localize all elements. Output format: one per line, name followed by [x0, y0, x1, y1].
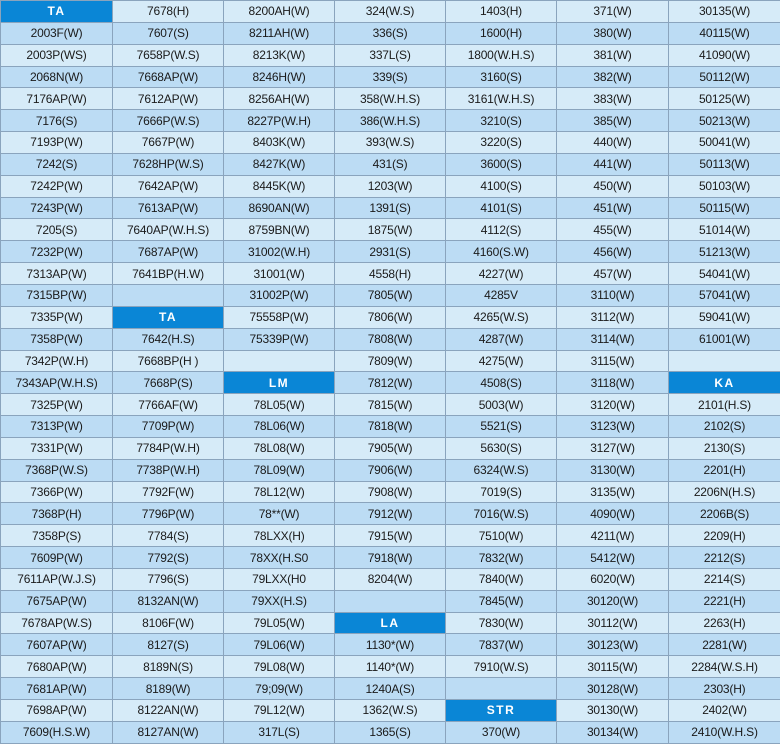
part-number-cell: 7607(S): [113, 22, 224, 44]
part-number-cell: 7358P(S): [1, 525, 113, 547]
part-number-cell: 7906(W): [335, 459, 446, 481]
part-number-cell: 31002P(W): [224, 284, 335, 306]
part-number-cell: 7510(W): [446, 525, 557, 547]
section-header-ta: TA: [1, 1, 113, 23]
part-number-cell: 2003F(W): [1, 22, 113, 44]
part-number-cell: 7792(S): [113, 547, 224, 569]
part-number-cell: 7796P(W): [113, 503, 224, 525]
part-number-cell: 2101(H.S): [669, 394, 780, 416]
part-number-cell: 7368P(H): [1, 503, 113, 525]
part-number-cell: 79L05(W): [224, 612, 335, 634]
part-number-cell: 2209(H): [669, 525, 780, 547]
part-number-cell: 30134(W): [557, 721, 669, 743]
part-number-cell: 7666P(W.S): [113, 110, 224, 132]
part-number-cell: 4227(W): [446, 263, 557, 285]
part-number-cell: 7607AP(W): [1, 634, 113, 656]
part-number-cell: 7830(W): [446, 612, 557, 634]
part-number-cell: 7609(H.S.W): [1, 721, 113, 743]
part-number-cell: 31002(W.H): [224, 241, 335, 263]
part-number-cell: 79LXX(H0: [224, 568, 335, 590]
part-number-cell: 7905(W): [335, 437, 446, 459]
part-number-cell: 1203(W): [335, 175, 446, 197]
part-number-cell: 1140*(W): [335, 656, 446, 678]
section-header-ka: KA: [669, 372, 780, 394]
part-number-cell: 3130(W): [557, 459, 669, 481]
part-number-cell: 3114(W): [557, 328, 669, 350]
part-number-cell: 7613AP(W): [113, 197, 224, 219]
part-number-cell: 3115(W): [557, 350, 669, 372]
part-number-cell: 8200AH(W): [224, 1, 335, 23]
part-number-cell: 7628HP(W.S): [113, 153, 224, 175]
part-number-cell: 78LXX(H): [224, 525, 335, 547]
table-row: [1, 110, 780, 132]
table-row: [1, 219, 780, 241]
part-number-cell: 7908(W): [335, 481, 446, 503]
part-number-cell: 51014(W): [669, 219, 780, 241]
table-row: [1, 372, 780, 394]
part-number-cell: 30115(W): [557, 656, 669, 678]
part-number-cell: 7642(H.S): [113, 328, 224, 350]
part-number-cell: 7343AP(W.H.S): [1, 372, 113, 394]
part-number-cell: 6020(W): [557, 568, 669, 590]
part-number-cell: 7678AP(W.S): [1, 612, 113, 634]
part-number-cell: 1875(W): [335, 219, 446, 241]
part-number-cell: 7784(S): [113, 525, 224, 547]
part-number-cell: 7176AP(W): [1, 88, 113, 110]
part-number-cell: 7832(W): [446, 547, 557, 569]
part-number-cell: 7792F(W): [113, 481, 224, 503]
part-number-cell: 7805(W): [335, 284, 446, 306]
part-number-cell: 7242P(W): [1, 175, 113, 197]
part-number-cell: 31001(W): [224, 263, 335, 285]
part-number-cell: 7358P(W): [1, 328, 113, 350]
parts-table-body: [1, 1, 780, 744]
part-number-cell: 7698AP(W): [1, 700, 113, 722]
part-number-cell: 30120(W): [557, 590, 669, 612]
part-number-cell: 7325P(W): [1, 394, 113, 416]
part-number-cell: 8427K(W): [224, 153, 335, 175]
part-number-cell: 7016(W.S): [446, 503, 557, 525]
empty-cell: [335, 590, 446, 612]
part-number-cell: 2263(H): [669, 612, 780, 634]
part-number-cell: 41090(W): [669, 44, 780, 66]
part-number-cell: 1800(W.H.S): [446, 44, 557, 66]
part-number-cell: 5412(W): [557, 547, 669, 569]
part-number-cell: 1600(H): [446, 22, 557, 44]
part-number-cell: 79XX(H.S): [224, 590, 335, 612]
part-number-cell: 79L08(W): [224, 656, 335, 678]
table-row: [1, 612, 780, 634]
part-number-cell: 8256AH(W): [224, 88, 335, 110]
part-number-cell: 7668P(S): [113, 372, 224, 394]
part-number-cell: 50112(W): [669, 66, 780, 88]
part-number-cell: 7193P(W): [1, 132, 113, 154]
table-row: [1, 22, 780, 44]
table-row: [1, 525, 780, 547]
part-number-cell: 8106F(W): [113, 612, 224, 634]
table-row: [1, 459, 780, 481]
section-header-la: LA: [335, 612, 446, 634]
part-number-cell: 2281(W): [669, 634, 780, 656]
part-number-cell: 2284(W.S.H): [669, 656, 780, 678]
part-number-cell: 79L12(W): [224, 700, 335, 722]
part-number-cell: 8132AN(W): [113, 590, 224, 612]
part-number-cell: 3220(S): [446, 132, 557, 154]
part-number-cell: 78XX(H.S0: [224, 547, 335, 569]
part-number-cell: 431(S): [335, 153, 446, 175]
part-number-cell: 50041(W): [669, 132, 780, 154]
part-number-cell: 8189N(S): [113, 656, 224, 678]
part-number-cell: 79;09(W): [224, 678, 335, 700]
table-row: [1, 88, 780, 110]
part-number-cell: 54041(W): [669, 263, 780, 285]
part-number-cell: 7840(W): [446, 568, 557, 590]
part-number-cell: 59041(W): [669, 306, 780, 328]
table-row: [1, 328, 780, 350]
part-number-cell: 79L06(W): [224, 634, 335, 656]
part-number-cell: 8227P(W.H): [224, 110, 335, 132]
part-number-cell: 7784P(W.H): [113, 437, 224, 459]
part-number-cell: 50103(W): [669, 175, 780, 197]
part-number-cell: 7678(H): [113, 1, 224, 23]
part-number-cell: 3210(S): [446, 110, 557, 132]
part-number-cell: 324(W.S): [335, 1, 446, 23]
table-row: [1, 44, 780, 66]
table-row: [1, 547, 780, 569]
part-number-cell: 3120(W): [557, 394, 669, 416]
part-number-cell: 30130(W): [557, 700, 669, 722]
part-number-cell: 7815(W): [335, 394, 446, 416]
part-number-cell: 7331P(W): [1, 437, 113, 459]
part-number-cell: 339(S): [335, 66, 446, 88]
part-number-cell: 440(W): [557, 132, 669, 154]
part-number-cell: 7668BP(H ): [113, 350, 224, 372]
part-number-cell: 7687AP(W): [113, 241, 224, 263]
section-header-lm: LM: [224, 372, 335, 394]
empty-cell: [446, 678, 557, 700]
part-number-cell: 8127(S): [113, 634, 224, 656]
part-number-cell: 7680AP(W): [1, 656, 113, 678]
part-number-cell: 7912(W): [335, 503, 446, 525]
part-number-cell: 1403(H): [446, 1, 557, 23]
table-row: [1, 416, 780, 438]
part-number-cell: 370(W): [446, 721, 557, 743]
part-number-cell: 7611AP(W.J.S): [1, 568, 113, 590]
table-row: [1, 175, 780, 197]
part-number-cell: 383(W): [557, 88, 669, 110]
part-number-cell: 2214(S): [669, 568, 780, 590]
part-number-cell: 7675AP(W): [1, 590, 113, 612]
part-number-cell: 3600(S): [446, 153, 557, 175]
part-number-cell: 7808(W): [335, 328, 446, 350]
table-row: [1, 568, 780, 590]
part-number-cell: 7681AP(W): [1, 678, 113, 700]
part-number-cell: 78L08(W): [224, 437, 335, 459]
part-number-cell: 7242(S): [1, 153, 113, 175]
table-row: [1, 721, 780, 743]
part-number-cell: 4160(S.W): [446, 241, 557, 263]
part-number-cell: 30128(W): [557, 678, 669, 700]
part-number-cell: 7641BP(H.W): [113, 263, 224, 285]
part-number-cell: 4100(S): [446, 175, 557, 197]
part-number-cell: 8204(W): [335, 568, 446, 590]
part-number-cell: 4558(H): [335, 263, 446, 285]
part-number-cell: 455(W): [557, 219, 669, 241]
part-number-cell: 371(W): [557, 1, 669, 23]
part-number-cell: 40115(W): [669, 22, 780, 44]
part-number-cell: 7709P(W): [113, 416, 224, 438]
part-number-cell: 50213(W): [669, 110, 780, 132]
empty-cell: [224, 350, 335, 372]
part-number-cell: 75339P(W): [224, 328, 335, 350]
part-number-cell: 7366P(W): [1, 481, 113, 503]
part-number-cell: 75558P(W): [224, 306, 335, 328]
part-number-cell: 2931(S): [335, 241, 446, 263]
part-number-cell: 7243P(W): [1, 197, 113, 219]
part-number-cell: 51213(W): [669, 241, 780, 263]
part-number-cell: 7910(W.S): [446, 656, 557, 678]
section-header-str: STR: [446, 700, 557, 722]
table-row: [1, 700, 780, 722]
table-row: [1, 284, 780, 306]
part-number-cell: 7818(W): [335, 416, 446, 438]
empty-cell: [669, 350, 780, 372]
part-number-cell: 4112(S): [446, 219, 557, 241]
part-number-cell: 3160(S): [446, 66, 557, 88]
part-number-cell: 8127AN(W): [113, 721, 224, 743]
part-number-cell: 2402(W): [669, 700, 780, 722]
part-number-cell: 2102(S): [669, 416, 780, 438]
part-number-cell: 7342P(W.H): [1, 350, 113, 372]
part-number-cell: 337L(S): [335, 44, 446, 66]
part-number-cell: 6324(W.S): [446, 459, 557, 481]
part-number-cell: 2212(S): [669, 547, 780, 569]
part-number-cell: 2068N(W): [1, 66, 113, 88]
part-number-cell: 3123(W): [557, 416, 669, 438]
part-number-cell: 7313P(W): [1, 416, 113, 438]
part-number-cell: 7812(W): [335, 372, 446, 394]
table-row: [1, 437, 780, 459]
table-row: [1, 678, 780, 700]
part-number-cell: 8211AH(W): [224, 22, 335, 44]
part-number-cell: 336(S): [335, 22, 446, 44]
part-number-cell: 8246H(W): [224, 66, 335, 88]
part-number-cell: 8403K(W): [224, 132, 335, 154]
part-number-cell: 7658P(W.S): [113, 44, 224, 66]
part-number-cell: 5003(W): [446, 394, 557, 416]
part-number-cell: 3110(W): [557, 284, 669, 306]
part-number-cell: 3127(W): [557, 437, 669, 459]
table-row: [1, 656, 780, 678]
part-number-cell: 7738P(W.H): [113, 459, 224, 481]
part-number-cell: 456(W): [557, 241, 669, 263]
part-number-cell: 3135(W): [557, 481, 669, 503]
part-number-cell: 382(W): [557, 66, 669, 88]
part-number-cell: 8445K(W): [224, 175, 335, 197]
part-number-cell: 57041(W): [669, 284, 780, 306]
part-number-cell: 78L09(W): [224, 459, 335, 481]
part-number-cell: 4101(S): [446, 197, 557, 219]
part-number-cell: 4090(W): [557, 503, 669, 525]
part-number-cell: 2206B(S): [669, 503, 780, 525]
part-number-cell: 457(W): [557, 263, 669, 285]
part-number-cell: 2221(H): [669, 590, 780, 612]
part-number-cell: 3118(W): [557, 372, 669, 394]
part-number-cell: 358(W.H.S): [335, 88, 446, 110]
part-number-cell: 2410(W.H.S): [669, 721, 780, 743]
part-number-cell: 5521(S): [446, 416, 557, 438]
part-number-cell: 1130*(W): [335, 634, 446, 656]
table-row: [1, 197, 780, 219]
part-number-cell: 7612AP(W): [113, 88, 224, 110]
part-number-cell: 4508(S): [446, 372, 557, 394]
part-number-cell: 78**(W): [224, 503, 335, 525]
part-number-cell: 7232P(W): [1, 241, 113, 263]
part-number-cell: 4287(W): [446, 328, 557, 350]
table-row: [1, 481, 780, 503]
part-number-cell: 385(W): [557, 110, 669, 132]
table-row: [1, 306, 780, 328]
part-number-cell: 1362(W.S): [335, 700, 446, 722]
part-number-cell: 386(W.H.S): [335, 110, 446, 132]
part-number-cell: 451(W): [557, 197, 669, 219]
part-number-cell: 7205(S): [1, 219, 113, 241]
part-number-cell: 2206N(H.S): [669, 481, 780, 503]
part-number-cell: 4285V: [446, 284, 557, 306]
part-number-cell: 7667P(W): [113, 132, 224, 154]
part-number-cell: 7668AP(W): [113, 66, 224, 88]
part-number-cell: 4275(W): [446, 350, 557, 372]
part-number-cell: 50115(W): [669, 197, 780, 219]
table-row: [1, 263, 780, 285]
part-number-cell: 4265(W.S): [446, 306, 557, 328]
part-number-cell: 7176(S): [1, 110, 113, 132]
part-number-cell: 4211(W): [557, 525, 669, 547]
part-number-cell: 317L(S): [224, 721, 335, 743]
part-number-cell: 7019(S): [446, 481, 557, 503]
part-number-cell: 7368P(W.S): [1, 459, 113, 481]
table-row: [1, 503, 780, 525]
part-number-cell: 2201(H): [669, 459, 780, 481]
part-number-cell: 7640AP(W.H.S): [113, 219, 224, 241]
part-number-cell: 7918(W): [335, 547, 446, 569]
part-number-cell: 7796(S): [113, 568, 224, 590]
table-row: [1, 153, 780, 175]
part-number-cell: 8759BN(W): [224, 219, 335, 241]
part-number-cell: 30135(W): [669, 1, 780, 23]
part-number-cell: 1391(S): [335, 197, 446, 219]
part-number-cell: 7642AP(W): [113, 175, 224, 197]
table-row: [1, 241, 780, 263]
part-number-cell: 7766AF(W): [113, 394, 224, 416]
table-row: [1, 1, 780, 23]
part-number-cell: 380(W): [557, 22, 669, 44]
part-number-cell: 441(W): [557, 153, 669, 175]
part-number-cell: 7315BP(W): [1, 284, 113, 306]
part-number-cell: 7313AP(W): [1, 263, 113, 285]
part-number-cell: 393(W.S): [335, 132, 446, 154]
part-number-cell: 381(W): [557, 44, 669, 66]
part-number-cell: 7915(W): [335, 525, 446, 547]
part-number-cell: 5630(S): [446, 437, 557, 459]
table-row: [1, 350, 780, 372]
part-number-cell: 7809(W): [335, 350, 446, 372]
part-number-cell: 7845(W): [446, 590, 557, 612]
part-number-cell: 30123(W): [557, 634, 669, 656]
part-number-cell: 7335P(W): [1, 306, 113, 328]
part-number-cell: 7837(W): [446, 634, 557, 656]
part-number-cell: 1240A(S): [335, 678, 446, 700]
part-number-cell: 1365(S): [335, 721, 446, 743]
part-number-cell: 61001(W): [669, 328, 780, 350]
section-header-ta: TA: [113, 306, 224, 328]
part-number-cell: 8690AN(W): [224, 197, 335, 219]
part-number-cell: 78L12(W): [224, 481, 335, 503]
part-number-cell: 78L06(W): [224, 416, 335, 438]
table-row: [1, 394, 780, 416]
part-number-cell: 3112(W): [557, 306, 669, 328]
part-number-cell: 7609P(W): [1, 547, 113, 569]
table-row: [1, 634, 780, 656]
part-number-cell: 2130(S): [669, 437, 780, 459]
empty-cell: [113, 284, 224, 306]
part-number-cell: 8122AN(W): [113, 700, 224, 722]
part-number-cell: 8213K(W): [224, 44, 335, 66]
part-number-cell: 2303(H): [669, 678, 780, 700]
part-number-cell: 50125(W): [669, 88, 780, 110]
table-row: [1, 590, 780, 612]
part-number-cell: 50113(W): [669, 153, 780, 175]
part-number-cell: 2003P(WS): [1, 44, 113, 66]
part-number-cell: 8189(W): [113, 678, 224, 700]
part-number-cell: 78L05(W): [224, 394, 335, 416]
part-number-cell: 7806(W): [335, 306, 446, 328]
table-row: [1, 66, 780, 88]
part-number-cell: 3161(W.H.S): [446, 88, 557, 110]
table-row: [1, 132, 780, 154]
part-number-cell: 30112(W): [557, 612, 669, 634]
part-number-cell: 450(W): [557, 175, 669, 197]
